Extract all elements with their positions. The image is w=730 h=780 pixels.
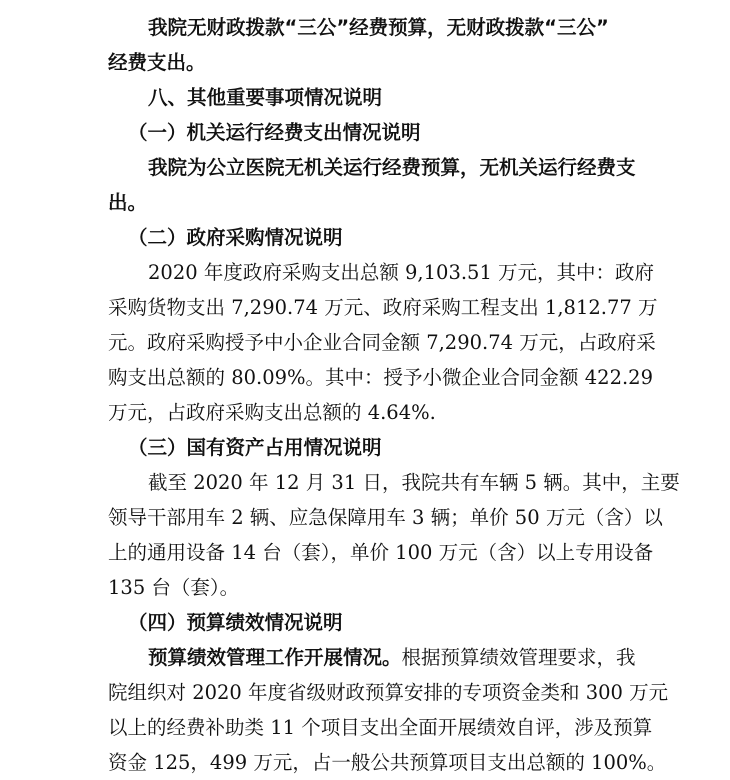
paragraph-operating-expense-line-1: 我院为公立医院无机关运行经费预算，无机关运行经费支 <box>148 156 636 179</box>
paragraph-assets-line-4: 135 台（套）。 <box>108 576 240 599</box>
paragraph-performance-line-1 <box>148 640 636 675</box>
subheading-budget-performance: （四）预算绩效情况说明 <box>128 611 343 634</box>
paragraph-performance-line-2: 院组织对 2020 年度省级财政预算安排的专项资金类和 300 万元 <box>108 681 669 704</box>
section-heading-other-matters: 八、其他重要事项情况说明 <box>148 86 383 109</box>
paragraph-assets-line-3: 上的通用设备 14 台（套），单价 100 万元（含）以上专用设备 <box>108 541 654 564</box>
paragraph-procurement-line-4: 购支出总额的 80.09%。其中：授予小微企业合同金额 422.29 <box>108 366 653 389</box>
paragraph-performance-line-3: 以上的经费补助类 11 个项目支出全面开展绩效自评，涉及预算 <box>108 716 653 739</box>
paragraph-procurement-line-1: 2020 年度政府采购支出总额 9,103.51 万元，其中：政府 <box>148 261 655 284</box>
performance-line-1-rest: 根据预算绩效管理要求，我 <box>401 646 636 669</box>
paragraph-operating-expense-line-2: 出。 <box>108 191 148 214</box>
subheading-agency-operating-expense: （一）机关运行经费支出情况说明 <box>128 121 421 144</box>
performance-lead-in: 预算绩效管理工作开展情况。 <box>148 646 402 669</box>
paragraph-procurement-line-2: 采购货物支出 7,290.74 万元、政府采购工程支出 1,812.77 万 <box>108 296 658 319</box>
paragraph-assets-line-2: 领导干部用车 2 辆、应急保障用车 3 辆；单价 50 万元（含）以 <box>108 506 663 529</box>
subheading-government-procurement: （二）政府采购情况说明 <box>128 226 343 249</box>
paragraph-assets-line-1: 截至 2020 年 12 月 31 日，我院共有车辆 5 辆。其中，主要 <box>148 471 680 494</box>
paragraph-procurement-line-3: 元。政府采购授予中小企业合同金额 7,290.74 万元，占政府采 <box>108 331 656 354</box>
paragraph-sangong-line-2: 经费支出。 <box>108 51 206 74</box>
paragraph-procurement-line-5: 万元，占政府采购支出总额的 4.64%. <box>108 401 436 424</box>
paragraph-performance-line-4: 资金 125，499 万元，占一般公共预算项目支出总额的 100%。 <box>108 751 667 774</box>
paragraph-sangong-line-1: 我院无财政拨款“三公”经费预算，无财政拨款“三公” <box>148 16 609 39</box>
subheading-state-assets: （三）国有资产占用情况说明 <box>128 436 382 459</box>
